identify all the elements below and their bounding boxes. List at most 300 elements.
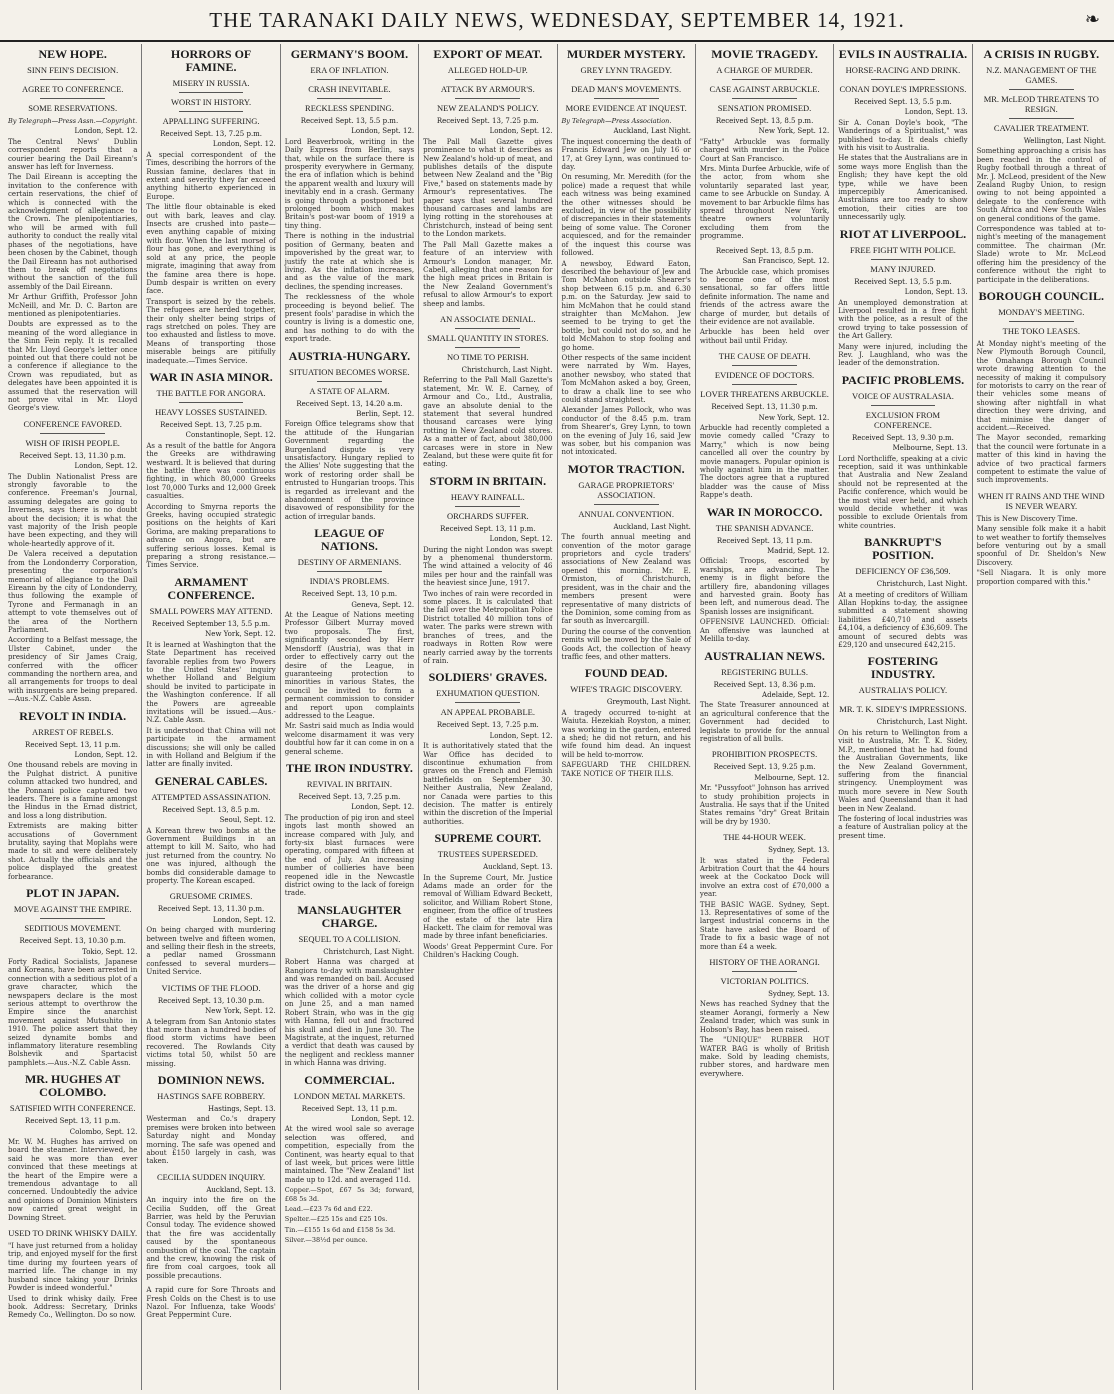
article-dateline: New York, Sept. 12. xyxy=(205,630,276,639)
article-headline: SUPREME COURT. xyxy=(434,831,542,846)
article-paragraph: During the night London was swept by a phenomenal thunderstorm. The wind attained a velocity of 46 miles per hour and the rainfall was the heaviest since June, 1917. xyxy=(423,545,553,588)
article-subheadline: AN APPEAL PROBABLE. xyxy=(440,707,535,718)
article xyxy=(285,350,414,522)
article-paragraph: A Korean threw two bombs at the Government Buildings in an attempt to kill M. Saito, who had just returned from the country. No one was injured, although the bombs did considerable damage to property. The Korean escaped. xyxy=(146,826,276,886)
headline-rule xyxy=(594,79,659,80)
article-paragraph: Other respects of the same incident were narrated by Wm. Hayes, another newsboy, who stated that Tom McMahon asked a boy, Green, to draw a chalk line to see who could stand straightest. xyxy=(561,353,691,404)
article-subheadline: SINN FEIN'S DECISION. xyxy=(27,65,119,75)
article-headline: A CRISIS IN RUGBY. xyxy=(983,47,1100,61)
article-paragraph: THE BASIC WAGE. Sydney, Sept. 13. Representatives of some of the largest industrial concerns in the State have asked the Board of Trade to fix a basic wage of not more than £4 a week. xyxy=(699,900,830,951)
headline-rule xyxy=(594,98,659,99)
article-paragraph: Alexander James Pollock, who was conductor of the 8.45 p.m. tram from Shearer's, Grey Lynn, to town on the evening of July 16, said Jew was sober, but his companion was not intoxicated. xyxy=(561,406,691,457)
article-subheadline: DESTINY OF ARMENIANS. xyxy=(297,557,402,568)
article-received-time: Received Sept. 13, 10.30 p.m. xyxy=(157,996,265,1005)
article-received-time: Received Sept. 13, 8.5 p.m. xyxy=(162,805,260,814)
article-subheadline: THE TOKO LEASES. xyxy=(1002,325,1080,336)
headline-rule xyxy=(871,405,936,406)
headline-rule xyxy=(317,571,382,572)
article-dateline: Constantinople, Sept. 12. xyxy=(185,431,276,440)
article-received-time: Received Sept. 13, 11 p.m. xyxy=(25,740,121,749)
article xyxy=(146,1074,275,1166)
article-headline: BOROUGH COUNCIL. xyxy=(978,288,1104,303)
article-dateline: Tokio, Sept. 12. xyxy=(82,947,138,956)
article-paragraph: Arbuckle has been held over without bail until Friday. xyxy=(699,328,830,345)
article-headline: RIOT AT LIVERPOOL. xyxy=(839,226,967,241)
article xyxy=(700,48,829,241)
article-paragraph: SAFEGUARD THE CHILDREN. TAKE NOTICE OF THEIR ILLS. xyxy=(561,761,691,778)
article xyxy=(423,48,552,308)
article-dateline: London, Sept. 12. xyxy=(489,535,553,544)
headline-rule xyxy=(40,98,105,99)
article-subheadline: AGREE TO CONFERENCE. xyxy=(21,84,124,94)
article-paragraph: The Dail Eireann is accepting the invitation to the conference with certain reservations, the chief of which is connected with the acknowledgment of allegiance to the Crown. The plenipotentiaries, who will be armed with full authority to conduct the really vital phases of the negotiations, have been chosen by the Cabinet, though the Dail Eireann has not authorised them to break off negotiations without the sanction of the full assembly of the Dail Eireann. xyxy=(8,173,138,291)
news-column xyxy=(973,44,1110,1390)
news-column xyxy=(419,44,557,1390)
article-dateline: Madrid, Sept. 12. xyxy=(767,547,830,556)
article-subheadline: WISH OF IRISH PEOPLE. xyxy=(25,437,120,448)
article-subheadline: VOICE OF AUSTRALASIA. xyxy=(852,390,954,401)
headline-rule xyxy=(871,699,936,700)
article-dateline: London, Sept. 12. xyxy=(212,915,276,924)
article-headline: MOVIE TRAGEDY. xyxy=(711,47,818,61)
article-subheadline: LOVER THREATENS ARBUCKLE. xyxy=(700,389,829,400)
article-dateline: Seoul, Sept. 12. xyxy=(219,816,276,825)
article-paragraph: The "UNIQUE" RUBBER HOT WATER BAG is wholly of British make. Sold by leading chemists, rubber stores, and hardware men everywhere. xyxy=(699,1036,830,1078)
article xyxy=(146,371,275,570)
article-subheadline: THE 44-HOUR WEEK. xyxy=(723,832,806,843)
masthead xyxy=(0,0,1114,42)
article-received-time: Received Sept. 13, 5.5 p.m. xyxy=(300,117,399,125)
article-paragraph: The Mayor seconded, remarking that the council were fortunate in a matter of this kind in having the advice of two practical farmers competent to estimate the value of such improvements. xyxy=(976,434,1106,485)
article-subheadline: ATTACK BY ARMOUR'S. xyxy=(440,84,535,94)
article-subheadline: AN ASSOCIATE DENIAL. xyxy=(440,313,536,324)
article-dateline: Christchurch, Last Night. xyxy=(876,580,968,589)
headline-rule xyxy=(40,79,105,80)
article-dateline: Auckland, Last Night. xyxy=(613,522,691,531)
news-column xyxy=(281,44,419,1390)
article-headline: NEW HOPE. xyxy=(38,47,107,61)
article-paragraph: Correspondence was tabled at to-night's meeting of the management committee. The chairman (Mr. Slade) wrote to Mr. McLeod offering him the presidency of the conference without the right to participate in the deliberations. xyxy=(976,225,1106,284)
article-paragraph: At a meeting of creditors of William Allan Hopkins to-day, the assignee submitted a statement showing liabilities £40,710 and assets £4,104, a deficiency of £36,609. The amount of secured debts was £29,120 and unsecured £42,215. xyxy=(838,590,968,650)
article xyxy=(8,419,137,704)
article-paragraph: Foreign Office telegrams show that the attitude of the Hungarian Government regarding the Burgenland dispute is very unsatisfactory. Hungary replied to the Allies' Note suggesting that the work of restoring order shall be entrusted to Hungarian troops. This is regarded as irrelevant and the abandonment of the province disavowed of responsibility for the action of irregular bands. xyxy=(284,420,415,521)
article xyxy=(700,351,829,499)
article-subheadline: SMALL QUANTITY IN STORES. xyxy=(427,332,549,343)
article-subheadline: GARAGE PROPRIETORS' ASSOCIATION. xyxy=(578,479,674,500)
news-column xyxy=(142,44,280,1390)
market-price-line: Tin.—£155 1s 6d and £158 5s 3d. xyxy=(284,1225,396,1234)
article-paragraph: Extremists are making bitter accusations of Government brutality, saying that Moplahs were made to sit and were deliberately shot. Actually the officials and the police displayed the greatest forbearance. xyxy=(8,822,138,881)
article xyxy=(146,983,275,1068)
article-dateline: New York, Sept. 12. xyxy=(205,1007,276,1016)
article-received-time: Received Sept. 13, 14.20 a.m. xyxy=(296,399,403,408)
article-dateline: London, Sept. 12. xyxy=(489,127,553,136)
article-dateline: Auckland, Sept. 13. xyxy=(206,1185,276,1194)
article-paragraph: In the Supreme Court, Mr. Justice Adams made an order for the removal of William Edward Beckett, solicitor, and William Robert Stone, engineer, from the office of trustees of the estate of the late Hira Hackett. The claim for removal was made by three infant beneficiaries. xyxy=(423,873,553,941)
headline-rule xyxy=(179,92,244,93)
article-paragraph: A rapid cure for Sore Throats and Fresh Colds on the Chest is to use Nazol. For Influenza, take Woods' Great Peppermint Cure. xyxy=(146,1286,276,1320)
article-byline: By Telegraph—Press Association. xyxy=(561,117,672,125)
article-subheadline: WORST IN HISTORY. xyxy=(171,97,252,107)
article-subheadline: AUSTRALIA'S POLICY. xyxy=(858,685,948,696)
headline-rule xyxy=(455,702,520,703)
article-paragraph: De Valera received a deputation from the Londonderry Corporation, presenting the corporation's memorial of allegiance to the Dail Eireann by the city of Londonderry, thus following the example of Tyrone and Fermanagh in an attempt to vote themselves out of the area of the Northern Parliament. xyxy=(8,550,138,634)
article-paragraph: According to Smyrna reports the Greeks, having occupied strategic positions on the heights of Kari Gorima, are making preparations to advance on Angora, but are suffering serious losses. Kemal is preparing a strong resistance.—Times Service. xyxy=(146,502,276,570)
article-paragraph: According to a Belfast message, the Ulster Cabinet, under the presidency of Sir James Craig, conferred with the officer commanding the northern area, and all arrangements for troops to deal with insurgents are being prepared.—Aus.-N.Z. Cable Assn. xyxy=(8,636,138,704)
article-headline: AUSTRIA-HUNGARY. xyxy=(288,348,411,363)
news-column xyxy=(4,44,142,1390)
article-headline: LEAGUE OF NATIONS. xyxy=(314,526,385,554)
headline-rule xyxy=(732,98,797,99)
headline-rule xyxy=(455,79,520,80)
article-paragraph: He states that the Australians are in some ways more English than the English; they have kept the old type, while we have been impercepibly Americanised. Australians are too ready to show emotion, their cities are too unnecessarily ugly. xyxy=(838,154,968,222)
market-price-line: Spelter.—£25 15s and £25 10s. xyxy=(284,1215,388,1224)
article-received-time: Received Sept. 13, 7.25 p.m. xyxy=(298,792,401,801)
article-received-time: Received Sept. 13, 9.30 p.m. xyxy=(851,433,954,442)
news-column xyxy=(696,44,834,1390)
article-subheadline: THE BATTLE FOR ANGORA. xyxy=(156,387,266,398)
article xyxy=(423,475,552,666)
article-paragraph: "Fatty" Arbuckle was formally charged with murder in the Police Court at San Francisco. xyxy=(699,137,830,163)
article-subheadline: CONFERENCE FAVORED. xyxy=(23,418,122,429)
article-paragraph: A tragedy occurred to-night at Waiuta. Hezekiah Royston, a miner, was working in the garden, entered a shed; he did not return, and his wife found him dead. An inquest will be held to-morrow. xyxy=(561,708,691,759)
article-subheadline: SEQUEL TO A COLLISION. xyxy=(298,933,401,944)
article-subheadline: FREE FIGHT WITH POLICE. xyxy=(849,244,956,255)
article-headline: DOMINION NEWS. xyxy=(157,1072,265,1087)
article-received-time: Received Sept. 13, 9.25 p.m. xyxy=(713,763,816,772)
article-dateline: Greymouth, Last Night. xyxy=(606,698,691,707)
headline-rule xyxy=(317,381,382,382)
article-subheadline: MONDAY'S MEETING. xyxy=(998,306,1085,317)
article-subheadline: CRASH INEVITABLE. xyxy=(308,84,391,94)
article xyxy=(285,527,414,756)
article-subheadline: THE CAUSE OF DEATH. xyxy=(718,351,811,362)
article-paragraph: On being charged with murdering between twelve and fifteen women, and selling their flesh in the streets, a pedlar named Grossmann confessed to several murders—United Service. xyxy=(146,926,276,977)
article-headline: FOUND DEAD. xyxy=(584,666,668,681)
article-subheadline: MORE EVIDENCE AT INQUEST. xyxy=(565,103,687,113)
article-headline: THE IRON INDUSTRY. xyxy=(286,760,413,775)
article-headline: GENERAL CABLES. xyxy=(154,773,268,788)
article-paragraph: The little flour obtainable is eked out with bark, leaves and clay. Insects are crushed into paste—even anything capable of mixing with flour. When the last morsel of flour has gone, and everything is sold at any price, the people migrate, imagining that away from the famine area there is hope. Dumb despair is written on every face. xyxy=(146,203,276,296)
article xyxy=(700,749,829,826)
article-paragraph: Referring to the Pall Mall Gazette's statement, Mr. W. E. Carney, of Armour and Co., Ltd., Australia, gave an absolute denial to the statement that several hundred thousand carcases were lying rotting in New Zealand cold stores. As a matter of fact, about 380,000 carcases were in store in New Zealand, but these were quite fit for eating. xyxy=(423,376,553,469)
article xyxy=(977,491,1106,586)
article-dateline: Berlin, Sept. 12. xyxy=(356,409,415,418)
article-paragraph: The recklessness of the whole proceeding is beyond belief. The present fools' paradise in which the country is living is a domestic one, and has nothing to do with the export trade. xyxy=(284,293,415,344)
article-paragraph: News has reached Sydney that the steamer Aorangi, formerly a New Zealand trader, which was sunk in Hobson's Bay, has been raised. xyxy=(699,1000,830,1034)
article-paragraph: The inquest concerning the death of Francis Edward Jew on July 16 or 17, at Grey Lynn, was continued to-day. xyxy=(561,137,691,172)
article-subheadline: GREY LYNN TRAGEDY. xyxy=(580,65,672,75)
headline-rule xyxy=(40,433,105,434)
article-subheadline: NEW ZEALAND'S POLICY. xyxy=(437,103,539,113)
article-dateline: Melbourne, Sept. 13. xyxy=(892,444,968,453)
article-paragraph: OFFENSIVE LAUNCHED. Official: An offensive was launched at Melilla to-day. xyxy=(699,618,830,644)
article xyxy=(700,506,829,644)
article-paragraph: As a result of the battle for Angora the Greeks are withdrawing westward. It is believed that during the battle there was continuous fighting, in which 80,000 Greeks lost 70,000 Turks and 12,000 Greek casualties. xyxy=(146,441,276,501)
article-headline: ARMAMENT CONFERENCE. xyxy=(167,574,255,602)
article-headline: HORRORS OF FAMINE. xyxy=(170,47,252,74)
headline-rule xyxy=(732,79,797,80)
article-headline: EXPORT OF MEAT. xyxy=(433,47,543,61)
headline-rule xyxy=(317,98,382,99)
article-paragraph: Mr. W. M. Hughes has arrived on board the steamer. Interviewed, he said he was more than ever convinced that these meetings at the heart of the Empire were a tremendous advantage to all concerned. Undoubtedly the advice and opinions of Dominion Ministers now carried great weight in Downing Street. xyxy=(8,1138,138,1222)
article-subheadline: NO TIME TO PERISH. xyxy=(446,351,529,362)
article-received-time: Received Sept. 13, 7.25 p.m. xyxy=(160,130,263,138)
article-subheadline: MANY INJURED. xyxy=(870,263,936,274)
article-received-time: Received Sept. 13, 11.30 p.m. xyxy=(711,403,818,412)
article-subheadline: SOME RESERVATIONS. xyxy=(28,103,118,113)
article-subheadline: HISTORY OF THE AORANGI. xyxy=(709,957,820,968)
article-paragraph: A telegram from San Antonio states that more than a hundred bodies of flood storm victims have been recovered. The Rowlands City victims total 50, whilst 50 are missing. xyxy=(146,1017,276,1068)
article-paragraph: The Arbuckle case, which promises to become one of the most sensational, so far offers little definite information. The name and friends of the actress aware the charge of murder, but details of their evidence are not available. xyxy=(699,267,830,326)
article-paragraph: At the wired wool sale so average selection was offered, and competition, especially from the Continent, was hearty equal to that of last week, but prices were little maintained. The "New Zealand" list made up to 12d. and averaged 11d. xyxy=(284,1125,415,1184)
article-dateline: New York, Sept. 12. xyxy=(758,413,830,422)
article-subheadline: CASE AGAINST ARBUCKLE. xyxy=(709,84,820,94)
article-paragraph: Official: Troops, escorted by warships, are advancing. The enemy is in flight before the artillery fire, abandoning villages and harvested grain. Booty has been left, and numerous dead. The Spanish losses are insignificant. xyxy=(699,557,830,616)
article-subheadline: VICTIMS OF THE FLOOD. xyxy=(161,982,261,993)
article-paragraph: Robert Hanna was charged at Rangiora to-day with manslaughter and was remanded on bail. Accused was the driver of a horse and gig which collided with a motor cycle on June 25, and a man named Robert Strain, who was in the gig with Hanna, fell out and fractured his skull and died in June 30. The Magistrate, at the inquest, returned a verdict that death was caused by the negligent and reckless manner in which Hanna was driving. xyxy=(284,958,415,1068)
article-paragraph: An inquiry into the fire on the Cecilia Sudden, off the Great Barrier, was held by the Peruvian Consul today. The evidence showed that the fire was accidentally caused by the spontaneous combustion of the coal. The captain and the crew, knowing the risk of fire from coal cargoes, took all possible precautions. xyxy=(146,1196,276,1280)
article-subheadline: N.Z. MANAGEMENT OF THE GAMES. xyxy=(986,65,1097,85)
article-paragraph: The Dublin Nationalist Press are strongly favorable to the conference. Freeman's Journal, assuming delegates are going to Inverness, says there is no doubt about the decision; it is what the vast majority of the Irish people have been expecting, and they will whole-heartedly approve of it. xyxy=(8,472,138,548)
article-paragraph: Lord Northcliffe, speaking at a civic reception, said it was unthinkable that Australia and New Zealand should not be represented at the Pacific conference, which would be the most vital ever held, and which would decide whether it was possible to exclude Orientals from white countries. xyxy=(838,454,968,530)
article-subheadline: A STATE OF ALARM. xyxy=(309,385,390,396)
article-dateline: Wellington, Last Night. xyxy=(1023,137,1106,145)
article-headline: BANKRUPT'S POSITION. xyxy=(864,535,942,563)
article-dateline: Christchurch, Last Night. xyxy=(461,365,553,374)
headline-rule xyxy=(40,918,105,919)
article-paragraph: There is nothing in the industrial position of Germany, beaten and impoverished by the great war, to justify the rate at which she is living. As the inflation increases, and as the value of the mark declines, the spending increases. xyxy=(284,232,415,291)
article-headline: AUSTRALIAN NEWS. xyxy=(704,648,825,663)
article-paragraph: It is understood that China will not participate in the armament discussions; she will only be called in with Holland and Belgium if the latter are finally invited. xyxy=(146,726,276,769)
article-paragraph: "I have just returned from a holiday trip, and enjoyed myself for the first time during my fourteen years of married life. The change in my husband since taking your Drinks Powder is indeed wonderful." xyxy=(8,1242,138,1293)
article xyxy=(838,536,967,649)
article-subheadline: SITUATION BECOMES WORSE. xyxy=(289,366,410,377)
article-paragraph: The production of pig iron and steel ingots last month showed an increase compared with July, and forty-six blast furnaces were operating, compared with fifteen at the end of July. An increasing number of collieries have been reopened idle in the Newcastle district owing to the lack of foreign trade. xyxy=(284,813,415,898)
article-received-time: Received Sept. 13, 8.36 p.m. xyxy=(713,680,816,689)
news-column xyxy=(834,44,972,1390)
article-paragraph: Sir A. Conan Doyle's book, "The Wanderings of a Spiritualist," was published to-day. It deals chiefly with his visit to Australia. xyxy=(838,118,968,153)
article-headline: MURDER MYSTERY. xyxy=(566,47,686,61)
article-received-time: Received Sept. 13, 11 p.m. xyxy=(716,536,813,545)
headline-rule xyxy=(1009,321,1074,322)
article-subheadline: PROHIBITION PROSPECTS. xyxy=(711,749,818,760)
article-dateline: London, Sept. 13. xyxy=(904,288,968,297)
article-paragraph: Many sensible folk make it a habit to wet weather to fortify themselves before venturing out by a small spoonful of Dr. Sheldon's New Discovery. xyxy=(976,525,1106,567)
article-paragraph: Mr. Sastri said much as India would welcome disarmament it was very doubtful how far it can come in on a general scheme. xyxy=(284,722,415,756)
article-paragraph: On his return to Wellington from a visit to Australia, Mr. T. K. Sidey, M.P., mentioned that he had found the Australian Governments, like the New Zealand Government, suffering from the financial stringency. Unemployment was much more severe in New South Wales and Queensland than it had been in New Zealand. xyxy=(838,728,968,813)
article-paragraph: Lord Beaverbrook, writing in the Daily Express from Berlin, says that, while on the surface there is prosperity everywhere in Germany, the era of inflation which is behind the apparent wealth and luxury will inevitably end in a crash. Germany is going through a postponed but prolonged boom which makes Britain's post-war boom of 1919 a tiny thing. xyxy=(284,137,415,230)
article-paragraph: Mr Arthur Griffith, Professor John McNeill, and Mr. D. C. Barton are mentioned as plenipotentiaries. xyxy=(8,293,138,318)
article-subheadline: REVIVAL IN BRITAIN. xyxy=(306,778,392,789)
article-dateline: Melbourne, Sept. 12. xyxy=(754,773,830,782)
market-price-line: Copper.—Spot, £67 5s 3d; forward, £68 5s 3d. xyxy=(284,1186,415,1203)
article-subheadline: WHEN IT RAINS AND THE WIND IS NEVER WEARY. xyxy=(977,490,1105,511)
article-dateline: Sydney, Sept. 13. xyxy=(768,990,830,999)
article xyxy=(700,957,829,1078)
article-subheadline: ERA OF INFLATION. xyxy=(310,65,389,75)
article-subheadline: CECILIA SUDDEN INQUIRY. xyxy=(156,1171,266,1182)
article-dateline: London, Sept. 12. xyxy=(351,1114,415,1123)
article-subheadline: ORCHARDS SUFFER. xyxy=(446,510,529,521)
article-paragraph: The State Treasurer announced at an agricultural conference that the Government had decided to legislate to provide for the annual registration of all bulls. xyxy=(699,701,830,743)
article-paragraph: One thousand rebels are moving in the Pulghat district. A punitive column attacked two hundred, and the Ponnani police captured two leaders. There is a famine amongst the Hindus in the Ernad district, and loss a long distribution. xyxy=(8,761,138,820)
article xyxy=(8,887,137,1067)
article-paragraph: The Central News' Dublin correspondent reports that a courier bearing the Dail Eireann's answer has left for Inverness. xyxy=(8,137,138,172)
article-paragraph: A special correspondent of the Times, describing the horrors of the Russian famine, declares that in extent and severity they far exceed anything hitherto experienced in Europe. xyxy=(146,150,276,201)
article-subheadline: SEDITIOUS MOVEMENT. xyxy=(24,923,122,934)
article-received-time: Received Sept. 13, 11 p.m. xyxy=(301,1104,398,1113)
article-paragraph: At Monday night's meeting of the New Plymouth Borough Council, the Omahanga Borough Council wrote drawing attention to the necessity of making it compulsory for motorists to carry on the rear of their vehicles some means of showing after nightfall in what direction they were driving, and that minimise the danger of accident.—Received. xyxy=(976,339,1106,432)
article-paragraph: Transport is seized by the rebels. The refugees are herded together, their only shelter being strips of rags stretched on poles. They are too exhausted and listless to move. Means of transporting those miserable beings are pitifully inadequate.—Times Service. xyxy=(146,297,276,365)
article-dateline: New York, Sept. 12. xyxy=(758,127,830,136)
article-dateline: Colombo, Sept. 12. xyxy=(69,1127,138,1136)
article-subheadline: CONAN DOYLE'S IMPRESSIONS. xyxy=(839,84,967,94)
article-subheadline: CAVALIER TREATMENT. xyxy=(993,123,1089,133)
headline-rule xyxy=(455,506,520,507)
headline-rule xyxy=(732,365,797,366)
article-subheadline: RECKLESS SPENDING. xyxy=(305,103,394,113)
article-paragraph: Arbuckle had recently completed a movie comedy called "Crazy to Marry," which is now being cancelled all over the country by movie managers. Popular opinion is wholly against him in the matter. The doctors agree that a ruptured bladder was the cause of Miss Rappe's death. xyxy=(699,423,830,500)
article-paragraph: The fostering of local industries was a feature of Australian policy at the present time. xyxy=(838,814,968,840)
article-byline: By Telegraph—Press Assn.—Copyright. xyxy=(8,117,138,125)
article-subheadline: WIFE'S TRAGIC DISCOVERY. xyxy=(570,684,683,695)
article-subheadline: THE SPANISH ADVANCE. xyxy=(715,522,814,533)
article xyxy=(977,290,1106,485)
headline-rule xyxy=(1009,89,1074,90)
headline-rule xyxy=(179,111,244,112)
headline-rule xyxy=(871,79,936,80)
article-subheadline: INDIA'S PROBLEMS. xyxy=(309,576,390,587)
article-received-time: Received Sept. 13, 7.25 p.m. xyxy=(436,117,539,125)
article xyxy=(8,1228,137,1320)
headline-rule xyxy=(871,259,936,260)
article xyxy=(146,48,275,365)
article-headline: COMMERCIAL. xyxy=(304,1072,395,1087)
article-subheadline: REGISTERING BULLS. xyxy=(721,666,808,677)
article xyxy=(700,247,829,345)
article-dateline: Sydney, Sept. 13. xyxy=(768,846,830,855)
article-subheadline: SENSATION PROMISED. xyxy=(717,103,812,113)
article-paragraph: The Pall Mall Gazette gives prominence to what it describes as New Zealand's hold-up of meat, and publishes details of the dispute between New Zealand and the "Big Five," based on statements made by Armour's representatives. The paper says that several hundred thousand carcases and lambs are lying rotting in the storehouses at Christchurch, instead of being sent to the London markets. xyxy=(423,137,553,239)
article-subheadline: APPALLING SUFFERING. xyxy=(162,116,260,126)
market-price-line: Silver.—38½d per ounce. xyxy=(284,1236,368,1245)
article-received-time: Received September 13, 5.5 p.m. xyxy=(152,619,271,628)
article xyxy=(146,576,275,769)
article-dateline: San Francisco, Sept. 12. xyxy=(742,257,830,266)
headline-rule xyxy=(455,328,520,329)
article-paragraph: At the League of Nations meeting Professor Gilbert Murray moved two proposals. The first, significantly seconded by Herr Mensdorff (Austria), was that in order to effectively carry out the desire of the League, in guaranteeing protection to minorities in various States, the council be invited to form a permanent commission to consider and report upon complaints addressed to the League. xyxy=(284,611,415,720)
article-received-time: Received Sept. 13, 10.30 p.m. xyxy=(19,937,126,946)
article-paragraph: This is New Discovery Time. xyxy=(976,514,1078,523)
headline-rule xyxy=(732,384,797,385)
article-subheadline: VICTORIAN POLITICS. xyxy=(720,976,809,987)
article xyxy=(700,650,829,744)
article xyxy=(423,314,552,469)
article-headline: FOSTERING INDUSTRY. xyxy=(867,654,939,682)
article xyxy=(838,374,967,530)
article-dateline: London, Sept. 12. xyxy=(212,140,276,149)
article-subheadline: MOVE AGAINST THE EMPIRE. xyxy=(13,904,132,915)
headline-rule xyxy=(179,402,244,403)
article-subheadline: SATISFIED WITH CONFERENCE. xyxy=(9,1103,136,1114)
article-paragraph: "Sell Niagara. It is only more proportion compared with this." xyxy=(976,569,1106,586)
article-paragraph: Doubts are expressed as to the meaning of the word allegiance in the Sinn Fein reply. It is recalled that Mr. Lloyd George's letter once pointed out that there could not be a conference if allegiance to the Crown was repudiated, but as delegates have been appointed it is assumed that the reservation will not prove vital in Mr. Lloyd George's view. xyxy=(8,320,138,413)
article-paragraph: The Pall Mall Gazette makes a feature of an interview with Armour's London manager, Mr. Cabell, alleging that one reason for the high meat prices in Britain is the New Zealand Government's refusal to allow Armour's to export sheep and lambs. xyxy=(423,240,553,308)
masthead-title: THE TARANAKI DAILY NEWS, WEDNESDAY, SEPTEMBER 14, 1921. xyxy=(209,7,905,32)
article-paragraph: Mrs. Minta Durfee Arbuckle, wife of the actor, from whom she voluntarily separated last year, came to see Arbuckle on Sunday. A movement to bar Arbuckle films has spread throughout New York, theatre owners voluntarily excluding them from the programme. xyxy=(699,165,830,241)
article xyxy=(838,48,967,222)
article-paragraph: Woods' Great Peppermint Cure. For Children's Hacking Cough. xyxy=(423,942,553,960)
article-paragraph: Many were injured, including the Rev. J. Laughland, who was the leader of the demonstration. xyxy=(838,342,968,368)
article-headline: PLOT IN JAPAN. xyxy=(26,886,120,901)
headline-rule xyxy=(732,971,797,972)
article xyxy=(285,904,414,1068)
article-headline: MOTOR TRACTION. xyxy=(567,461,685,476)
article-paragraph: An unemployed demonstration at Liverpool resulted in a free fight with the police, as a result of the crowd trying to take possession of the Art Gallery. xyxy=(838,298,968,341)
market-price-line: Lead.—£23 7s 6d and £22. xyxy=(284,1205,373,1213)
headline-rule xyxy=(594,504,659,505)
article xyxy=(562,48,691,457)
article-subheadline: EXHUMATION QUESTION. xyxy=(436,688,540,699)
article-received-time: Received Sept. 13, 11.30 p.m. xyxy=(19,451,126,460)
article-received-time: Received Sept. 13, 7.25 p.m. xyxy=(160,420,263,429)
article-headline: MANSLAUGHTER CHARGE. xyxy=(297,902,402,930)
article-dateline: Hastings, Sept. 13. xyxy=(207,1104,276,1113)
article xyxy=(146,891,275,976)
article-subheadline: ARREST OF REBELS. xyxy=(32,726,114,737)
article xyxy=(838,228,967,368)
article-paragraph: It is learned at Washington that the State Department has received favorable replies from two Powers to the United States' inquiry whether Holland and Belgium should be invited to participate in the Washington conference. If all the Powers are agreeable invitations will be issued.—Aus.-N.Z. Cable Assn. xyxy=(146,640,276,725)
article-subheadline: ATTEMPTED ASSASSINATION. xyxy=(151,791,271,802)
article xyxy=(8,48,137,413)
article xyxy=(285,762,414,898)
article-subheadline: ANNUAL CONVENTION. xyxy=(578,508,674,519)
article-subheadline: LONDON METAL MARKETS. xyxy=(293,1090,406,1101)
news-column xyxy=(558,44,696,1390)
article-dateline: London, Sept. 12. xyxy=(74,127,138,136)
article-dateline: Auckland, Last Night. xyxy=(613,127,691,136)
article-subheadline: USED TO DRINK WHISKY DAILY. xyxy=(8,1228,138,1239)
article-subheadline: SMALL POWERS MAY ATTEND. xyxy=(149,605,273,616)
headline-rule xyxy=(317,79,382,80)
article xyxy=(146,775,275,886)
article-subheadline: MISERY IN RUSSIA. xyxy=(172,78,250,88)
article-subheadline: HEAVY RAINFALL. xyxy=(450,491,525,502)
article-subheadline: ALLEGED HOLD-UP. xyxy=(447,65,528,75)
article-received-time: Received Sept. 13, 11 p.m. xyxy=(440,524,536,533)
article-paragraph: It was stated in the Federal Arbitration Court that the 44 hours week at the Cockatoo Dock will involve an extra cost of £70,000 a year. xyxy=(699,856,830,899)
article xyxy=(562,463,691,662)
headline-rule xyxy=(455,347,520,348)
article-received-time: Received Sept. 13, 11 p.m. xyxy=(25,1117,121,1126)
article-headline: EVILS IN AUSTRALIA. xyxy=(838,47,968,61)
article-dateline: London, Sept. 13. xyxy=(904,108,968,117)
article xyxy=(977,48,1106,284)
article xyxy=(562,667,691,778)
article-dateline: London, Sept. 12. xyxy=(351,803,415,812)
article-subheadline: HEAVY LOSSES SUSTAINED. xyxy=(155,406,268,417)
article-dateline: Adelaide, Sept. 12. xyxy=(762,690,830,699)
article-received-time: Received Sept. 13, 5.5 p.m. xyxy=(854,98,952,106)
article-dateline: Christchurch, Last Night. xyxy=(323,947,415,956)
article-subheadline: DEFICIENCY OF £36,509. xyxy=(855,566,951,577)
article-subheadline: EXCLUSION FROM CONFERENCE. xyxy=(865,409,941,430)
article xyxy=(8,710,137,882)
article-received-time: Received Sept. 13, 5.5 p.m. xyxy=(854,277,952,286)
article-received-time: Received Sept. 13, 7.25 p.m. xyxy=(436,721,539,730)
article-subheadline: GRUESOME CRIMES. xyxy=(169,891,253,902)
